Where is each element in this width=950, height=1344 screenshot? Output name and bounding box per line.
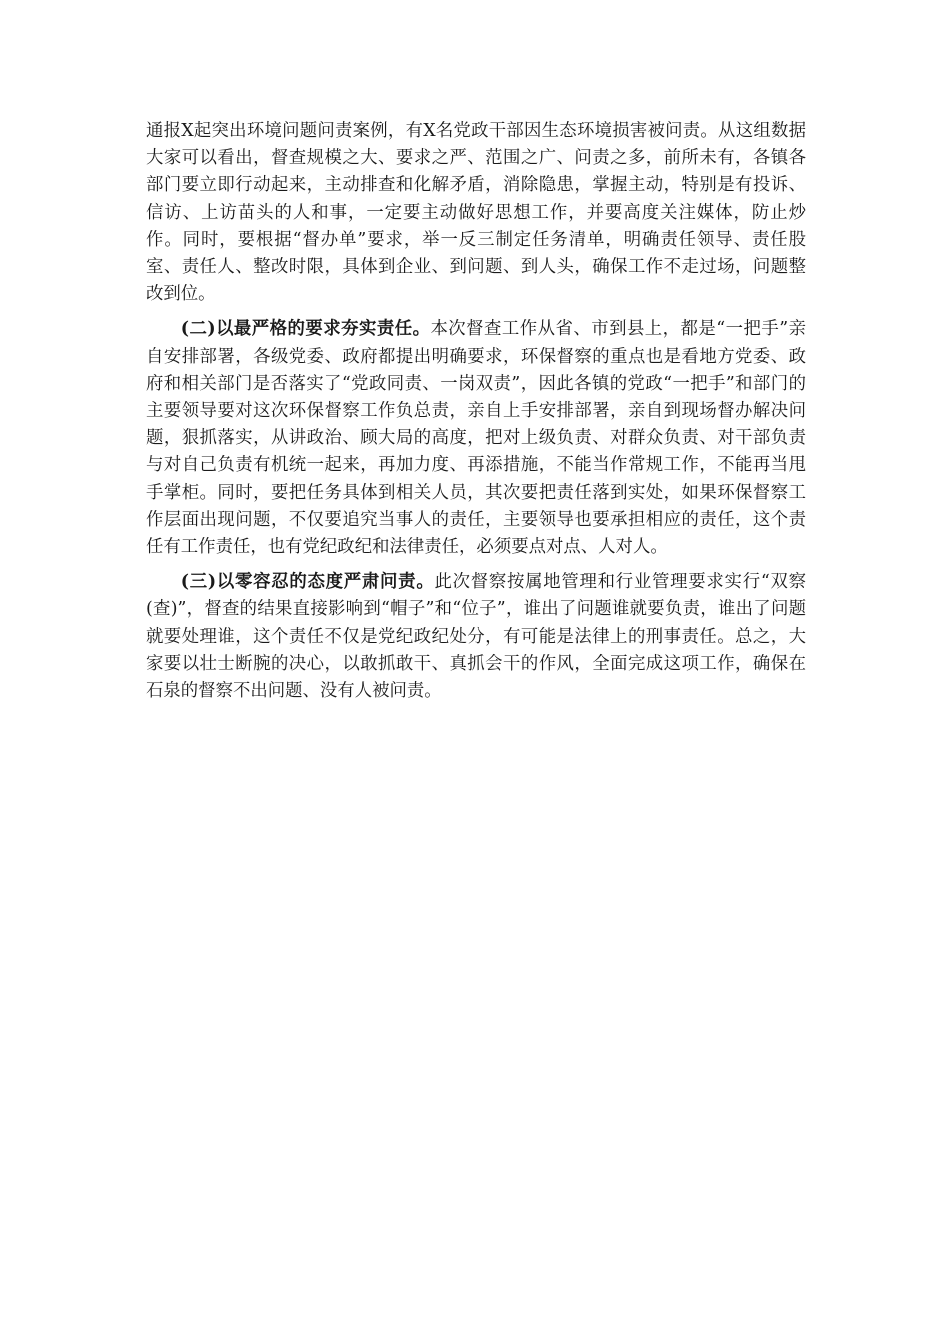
paragraph-3-heading: (三)以零容忍的态度严肃问责。 bbox=[180, 572, 435, 593]
paragraph-3 bbox=[146, 569, 806, 705]
paragraph-2-text: 本次督查工作从省、市到县上，都是“一把手”亲自安排部署，各级党委、政府都提出明确要求，环保督察的重点也是看地方党委、政府和相关部门是否落实了“党政同责、一岗双责”，因此各镇的党政“一把手”和部门的主要领导要对这次环保督察工作负总责，亲自上手安排部署，亲自到现场督办解决问题，狠抓落实，从讲政治、顾大局的高度，把对上级负责、对群众负责、对干部负责与对自己负责有机统一起来，再加力度、再添措施，不能当作常规工作，不能再当甩手掌柜。同时，要把任务具体到相关人员，其次要把责任落到实处，如果环保督察工作层面出现问题，不仅要追究当事人的责任，主要领导也要承担相应的责任，这个责任有工作责任，也有党纪政纪和法律责任，必须要点对点、人对人。 bbox=[146, 319, 806, 558]
paragraph-2 bbox=[146, 316, 806, 561]
paragraph-1-text: 通报X起突出环境问题问责案例，有X名党政干部因生态环境损害被问责。从这组数据大家可以看出，督查规模之大、要求之严、范围之广、问责之多，前所未有，各镇各部门要立即行动起来，主动排查和化解矛盾，消除隐患，掌握主动，特别是有投诉、信访、上访苗头的人和事，一定要主动做好思想工作，并要高度关注媒体，防止炒作。同时，要根据“督办单”要求，举一反三制定任务清单，明确责任领导、责任股室、责任人、整改时限，具体到企业、到问题、到人头，确保工作不走过场，问题整改到位。 bbox=[146, 121, 806, 305]
paragraph-1 bbox=[146, 118, 806, 308]
paragraph-3-text: 此次督察按属地管理和行业管理要求实行“双察(查)”，督查的结果直接影响到“帽子”和“位子”，谁出了问题谁就要负责，谁出了问题就要处理谁，这个责任不仅是党纪政纪处分，有可能是法律上的刑事责任。总之，大家要以壮士断腕的决心，以敢抓敢干、真抓会干的作风，全面完成这项工作，确保在石泉的督察不出问题、没有人被问责。 bbox=[146, 572, 806, 702]
paragraph-2-heading: (二)以最严格的要求夯实责任。 bbox=[180, 319, 431, 340]
document-body bbox=[146, 118, 806, 713]
